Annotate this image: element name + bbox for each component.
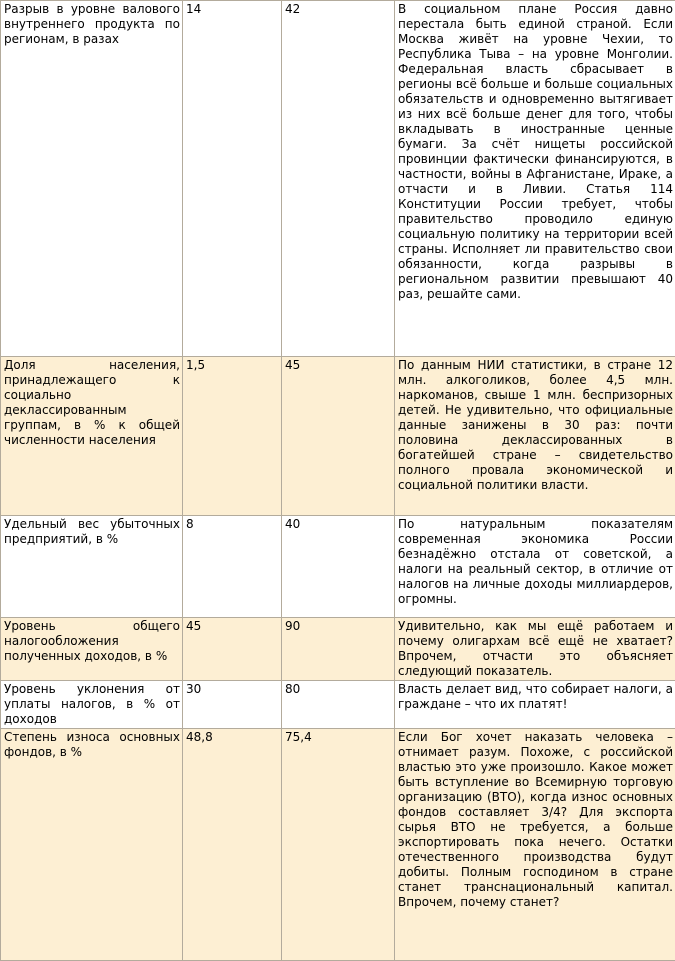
value-a-cell: 45 (183, 618, 282, 681)
indicator-cell: Разрыв в уровне валового внутреннего продукта по регионам, в разах (1, 1, 183, 357)
value-b-cell: 80 (282, 681, 395, 729)
value-a-cell: 1,5 (183, 357, 282, 516)
comment-cell: Удивительно, как мы ещё работаем и почему олигархам всё ещё не хватает? Впрочем, отчасти это объясняет следующий показатель. (395, 618, 675, 681)
table-row (1, 1, 675, 357)
indicator-cell: Уровень общего налогообложения полученных доходов, в % (1, 618, 183, 681)
indicator-cell: Доля населения, принадлежащего к социально деклассированным группам, в % к общей численности населения (1, 357, 183, 516)
value-b-cell: 45 (282, 357, 395, 516)
table-row (1, 729, 675, 961)
table-row (1, 357, 675, 516)
indicator-cell: Степень износа основных фондов, в % (1, 729, 183, 961)
comment-cell: Если Бог хочет наказать человека – отнимает разум. Похоже, с российской властью это уже произошло. Какое может быть вступление во Всемирную торговую организацию (ВТО), когда износ основных фондов составляет 3/4? Для экспорта сырья ВТО не требуется, а больше экспортировать пока нечего. Остатки отечественного производства будут добиты. Полным господином в стране станет транснациональный капитал. Впрочем, почему станет? (395, 729, 675, 961)
value-b-cell: 42 (282, 1, 395, 357)
value-b-cell: 75,4 (282, 729, 395, 961)
value-a-cell: 8 (183, 516, 282, 618)
table-row (1, 681, 675, 729)
indicator-cell: Удельный вес убыточных предприятий, в % (1, 516, 183, 618)
value-a-cell: 14 (183, 1, 282, 357)
value-b-cell: 40 (282, 516, 395, 618)
comment-cell: По натуральным показателям современная экономика России безнадёжно отстала от советской, а налоги на реальный сектор, в отличие от налогов на личные доходы миллиардеров, огромны. (395, 516, 675, 618)
table-row (1, 516, 675, 618)
comment-cell: Власть делает вид, что собирает налоги, а граждане – что их платят! (395, 681, 675, 729)
value-a-cell: 30 (183, 681, 282, 729)
table-row (1, 618, 675, 681)
value-b-cell: 90 (282, 618, 395, 681)
indicator-cell: Уровень уклонения от уплаты налогов, в % от доходов (1, 681, 183, 729)
comment-cell: В социальном плане Россия давно перестала быть единой страной. Если Москва живёт на уровне Чехии, то Республика Тыва – на уровне Монголии. Федеральная власть сбрасывает в регионы всё больше и больше социальных обязательств и одновременно вытягивает из них всё больше денег для того, чтобы вкладывать в иностранные ценные бумаги. За счёт нищеты российской провинции фактически финансируются, в частности, войны в Афганистане, Ираке, а отчасти и в Ливии. Статья 114 Конституции России требует, чтобы правительство проводило единую социальную политику на территории всей страны. Исполняет ли правительство свои обязанности, когда разрывы в региональном развитии превышают 40 раз, решайте сами. (395, 1, 675, 357)
comment-cell: По данным НИИ статистики, в стране 12 млн. алкоголиков, более 4,5 млн. наркоманов, свыше 1 млн. беспризорных детей. Не удивительно, что официальные данные занижены в 30 раз: почти половина деклассированных в богатейшей стране – свидетельство полного провала экономической и социальной политики власти. (395, 357, 675, 516)
value-a-cell: 48,8 (183, 729, 282, 961)
